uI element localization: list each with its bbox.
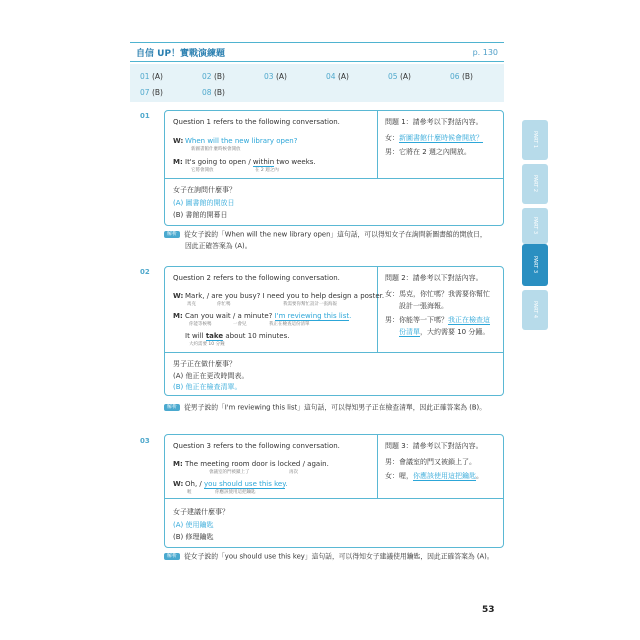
translation-gloss: 會議室的門被鎖上了 [209,470,250,475]
answer-item: 06 (B) [450,72,473,81]
answer-item: 04 (A) [326,72,349,81]
answer-item: 02 (B) [202,72,225,81]
zh-title: 問題 2：請參考以下對話內容。 [385,274,483,282]
explanation-badge: 解析 [164,404,180,411]
question-text: 男子正在做什麼事？ [173,360,236,368]
zh-title: 問題 3：請參考以下對話內容。 [385,442,483,450]
zh-line: 女：新圖書館什麼時候會開放？ [385,134,483,142]
explanation-cont: 因此正確答案為 (A)。 [185,242,252,250]
zh-line: 設計一張海報。 [399,302,448,310]
dialogue-line: Mark, / are you busy? I need you to help design a poster. [185,292,385,300]
speaker-label: W: [173,137,184,145]
explanation-badge: 解析 [164,231,180,238]
question-text: 女子在詢問什麼事？ [173,186,236,194]
sidebar-tab-part3[interactable]: PART 3 [522,208,548,244]
explanation: 解析 從女子說的「you should use this key」這句話，可以得知女子建議使用鑰匙，因此正確答案為 (A)。 [164,553,494,560]
dialogue-line: Oh, / you should use this key. [185,480,288,488]
answer-key [130,64,504,102]
translation-gloss: 新圖書館什麼時候會開放 [191,147,241,152]
option-a: (A) 圖書館的開放日 [173,199,235,207]
option-b: (B) 他正在檢查清單。 [173,383,242,391]
translation-gloss: 馬克 [187,302,196,307]
sidebar-tab-part1[interactable]: PART 1 [522,120,548,160]
translation-gloss: 你忙嗎 [217,302,231,307]
explanation: 解析 從女子說的「When will the new library open」這句話，可以得知女子在詢問新圖書館的開放日， [164,231,487,238]
sidebar-tab-part3-active[interactable]: PART 3 [522,244,548,286]
zh-line: 男：它將在 2 週之內開放。 [385,148,471,156]
dialogue-line: When will the new library open? [185,137,298,145]
speaker-label: W: [173,292,184,300]
sidebar-tab-part2[interactable]: PART 2 [522,164,548,204]
page-reference: p. 130 [472,47,498,57]
option-b: (B) 修理鑰匙 [173,533,214,541]
question-box-1 [164,110,504,226]
page-number: 53 [482,605,495,615]
answer-item: 05 (A) [388,72,411,81]
question-number: 01 [140,112,150,120]
translation-gloss: 在 2 週之內 [255,168,279,173]
answer-item: 03 (A) [264,72,287,81]
translation-gloss: 我需要你幫忙設計一張海報 [283,302,337,307]
speaker-label: M: [173,158,183,166]
zh-line: 女：馬克，你忙嗎？我需要你幫忙 [385,290,490,298]
question-box-2 [164,266,504,396]
dialogue-line: The meeting room door is locked / again. [185,460,329,468]
question-title: Question 1 refers to the following conversation. [173,118,340,126]
translation-gloss: 你應該使用這把鑰匙 [215,490,256,495]
zh-title: 問題 1：請參考以下對話內容。 [385,118,483,126]
question-number: 02 [140,268,150,276]
option-b: (B) 書館的開幕日 [173,211,228,219]
explanation-badge: 解析 [164,553,180,560]
answer-item: 08 (B) [202,88,225,97]
sidebar-tab-part4[interactable]: PART 4 [522,290,548,330]
translation-gloss: 你能等候嗎 [189,322,212,327]
translation-gloss: 再次 [289,470,298,475]
section-title: 自信 UP！實戰演練題 [136,48,226,59]
section-header [130,42,504,62]
translation-gloss: 大約需要 10 分鐘 [189,342,225,347]
question-text: 女子建議什麼事？ [173,508,229,516]
zh-line: 女：喔，你應該使用這把鑰匙。 [385,472,483,480]
question-title: Question 2 refers to the following conversation. [173,274,340,282]
option-a: (A) 他正在更改時間表。 [173,372,249,380]
translation-gloss: 它將會開放 [191,168,214,173]
translation-gloss: 喔 [187,490,192,495]
dialogue-line: It's going to open / within two weeks. [185,158,316,166]
speaker-label: M: [173,460,183,468]
dialogue-line: It will take about 10 minutes. [185,332,290,340]
dialogue-line: Can you wait / a minute? I'm reviewing this list. [185,312,352,320]
speaker-label: W: [173,480,184,488]
option-a: (A) 使用鑰匙 [173,521,214,529]
translation-gloss: 一會兒 [233,322,247,327]
zh-line: 男：你能等一下嗎？我正在檢查這 [385,316,490,324]
zh-line: 份清單，大約需要 10 分鐘。 [399,328,490,336]
question-title: Question 3 refers to the following conversation. [173,442,340,450]
answer-item: 01 (A) [140,72,163,81]
translation-gloss: 我正在檢查這份清單 [269,322,310,327]
zh-line: 男：會議室的門又被鎖上了。 [385,458,476,466]
speaker-label: M: [173,312,183,320]
question-number: 03 [140,437,150,445]
explanation: 解析 從男子說的「I'm reviewing this list」這句話，可以得知男子正在檢查清單，因此正確答案為 (B)。 [164,404,486,411]
answer-item: 07 (B) [140,88,163,97]
question-box-3 [164,434,504,548]
